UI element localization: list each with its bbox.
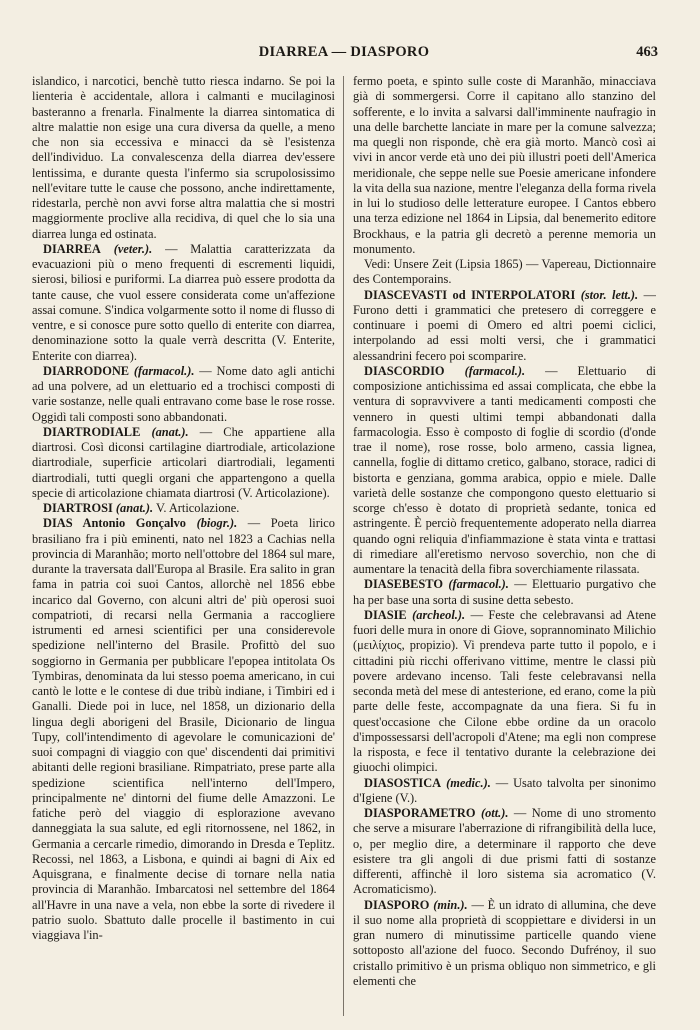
column-divider [343,76,344,1016]
entry-text: Vedi: Unsere Zeit (Lipsia 1865) — Vapereau, Dictionnaire des Contemporains. [353,257,656,287]
entry-headword: DIARREA [43,241,101,256]
entry-category: (farmacol.). [133,363,195,378]
entry-category: (biogr.). [196,516,238,531]
right-column [353,74,656,1020]
entry-category: (veter.). [113,241,153,256]
dictionary-entry [32,516,335,943]
entry-text: — È un idrato di allumina, che deve il suo nome alla proprietà di scoppiettare e dividersi in un gran numero di minutissime particelle quando viene sottoposto all'azione del fuoco. Secondo Dufrénoy, il suo cristallo primitivo è un prisma obliquo non simmetrico, e gli elementi che [353,897,656,988]
entry-headword: DIASOSTICA [364,775,442,790]
entry-text: — Nome dato agli antichi ad una polvere, ad un elettuario ed a trochisci composti di varie sostanze, nelle quali entravano come base le rose rosse. Oggidì tali composti sono abbandonati. [32,363,335,424]
dictionary-entry [353,608,656,776]
left-column [32,74,335,1020]
entry-text: — Poeta lirico brasiliano fra i più eminenti, nato nel 1823 a Cachias nella provincia di Maranhão; morto nell'ottobre del 1864 sul mare, durante la traversata dall'Europa al Brasile. Era salito in gran fama in patria coi suoi Cantos, allorchè nel 1856 ebbe incarico dal Governo, con alcuni altri de' più operosi suoi compatrioti, di recarsi nella Germania a raccogliere istrumenti ed arnesi scientifici per una considerevole spedizione nell'interno del Brasile. Profittò del suo soggiorno in Germania per pubblicare l'epopea intitolata Os Tymbiras, denominata da lui stesso poema americano, in cui cantò le lotte e le contese di due tribù indiane, i Timbiri ed i Ganalli. Diede poi in luce, nel 1858, un dizionario della lingua degli aborigeni del Brasile, Dicionario de lingua Tupy, coll'intendimento di agevolare le comunicazioni de' suoi compagni di viaggio con que' discendenti dai primitivi abitanti delle regioni brasiliane. Rimpatriato, prese parte alla spedizione scientifica nell'interno dell'Impero, principalmente ne' dintorni del fiume delle Amazzoni. Le fatiche però del viaggio di esplorazione avevano danneggiata la sua salute, ed egli ritornossene, nel 1862, in Germania a cercarle rimedio, dimorando in Dresda e Teplitz. Recossi, nel 1863, a Lisbona, e quindi ai bagni di Aix ed Aquisgrana, e finalmente decise di tornare nella natia provincia di Maranhão. Imbarcatosi nel settembre del 1864 all'Havre in una nave a vela, non ebbe la sorte di rivedere il patrio suolo. Sbattuto dalle procelle il bastimento in cui viaggiava l'in- [32,516,335,942]
dictionary-entry [32,425,335,501]
entry-category: (anat.). [151,424,189,439]
entry-text: — Feste che celebravansi ad Atene fuori delle mura in onore di Giove, soprannominato Milichio (μειλίχιος, propizio). Vi prendeva parte tutto il popolo, e i cittadini più ricchi offerivano vittime, mentre le classi più povere ardevano incenso. Tali feste celebravansi nella seconda metà del mese di antesterione, ed erano, come la più parte delle feste, accompagnate da una fiera. Si fu in quest'occasione che Cilone ebbe ordine da un oracolo d'impossessarsi dell'acropoli d'Atene; ma egli non comprese la risposta, e fece il tentativo durante la celebrazione dei giuochi olimpici. [353,607,656,775]
entry-headword: DIASCEVASTI od INTERPOLATORI [364,287,576,302]
entry-headword: DIASPORAMETRO [364,806,476,820]
text-columns [32,74,656,1020]
entry-text: — Che appartiene alla diartrosi. Così diconsi cartilagine diartrodiale, articolazione diartrodiale, superficie articolari diartrodiali, legamenti diartrodiali, tutti quegli organi che appartengono a quella specie di articolazione chiamata diartrosi (V. Articolazione). [32,424,335,500]
entry-text: — Nome di uno stromento che serve a misurare l'aberrazione di rifrangibilità della luce, o, per meglio dire, a determinare il rapporto che deve esistere tra gli angoli di due prismi fatti di sostanze differenti, affinchè il loro sistema sia acromatico (V. Acromaticismo). [353,806,656,897]
dictionary-entry [353,776,656,807]
entry-category: (archeol.). [412,607,466,622]
entry-category: (ott.). [480,806,509,820]
entry-category: (min.). [433,897,468,912]
entry-headword: DIASIE [364,607,407,622]
entry-category: (farmacol.). [464,363,526,378]
entry-text: fermo poeta, e spinto sulle coste di Maranhão, minacciava già di sommergersi. Corre il capitano allo stanzino del sofferente, e lo invita a salvarsi dall'imminente naufragio in una delle barchette lanciate in mare per la comune salvezza; ma quegli non risponde, chè era già morto. Mancò così ai vivi in ancor verde età uno dei più illustri poeti dell'America meridionale, che seppe nelle sue Poesie americane infondere la vita della sua nazione, mentre l'eleganza della forma rivela in lui lo studioso delle letterature europee. I Cantos ebbero una terza edizione nel 1864 in Lipsia, dal benemerito editore Brockhaus, e la patria gli decretò a perenne memoria un monumento. [353,74,656,256]
dictionary-entry [353,257,656,288]
entry-category: (medic.). [446,775,491,790]
page-title: DIARREA — DIASPORO [258,44,430,60]
running-header [30,44,658,64]
entry-headword: DIASCORDIO [364,363,445,378]
dictionary-entry [353,74,656,257]
entry-text: V. Articolazione. [153,501,240,515]
dictionary-entry [353,364,656,578]
entry-text: — Malattia caratterizzata da evacuazioni più o meno frequenti di escrementi liquidi, sierosi, biliosi e puriformi. La diarrea può essere prodotta da tante cause, che vuol essere considerata come un'affezione assai comune. S'indica volgarmente sotto il nome di flusso di ventre, e si conosce pure sotto quello di enterite con diarrea, denominazione sotto la quale verrà descritta (V. Enterite, Enterite con diarrea). [32,241,335,363]
entry-headword: DIASEBESTO [364,577,443,592]
entry-headword: DIARTRODIALE [43,424,141,439]
entry-category: (anat.). [115,501,154,515]
entry-headword: DIARRODONE [43,363,130,378]
page-number: 463 [636,44,658,60]
dictionary-entry [353,577,656,608]
entry-text: — Elettuario di composizione antichissima ed assai complicata, che ebbe la ventura di sopravvivere a tanti medicamenti composti che vennero in questi ultimi tempi abbandonati dalla farmacologia. Esso è composto di foglie di scordio (d'onde trae il nome), rose rosse, bolo armeno, cassia lignea, cannella, foglie di dittamo cretico, galbano, storace, radici di bistorta e genziana, gomma arabica, oppio e miele. Dalle varietà delle sostanze che compongono questo elettuario si scorge ch'esso è dotato di proprietà sedante, tonica ed astringente. È perciò frequentemente adoperato nella diarrea quando ogni reliquia d'infiammazione è stata vinta e trattasi di rimediare all'eretismo nervoso soverchio, non che di aumentare la tenacità della fibra soverchiamente rilassata. [353,363,656,576]
entry-category: (farmacol.). [448,577,509,592]
entry-text: — Usato talvolta per sinonimo d'Igiene (V.). [353,775,656,805]
entry-headword: DIARTROSI [43,501,113,515]
entry-text: islandico, i narcotici, benchè tutto riesca indarno. Se poi la lienteria è accidentale, allora i calmanti e mucilaginosi basteranno a frenarla. Finalmente la diarrea sintomatica di altre malattie non esige una cura diversa da quelle, a meno che non sia eccessiva e minacci da sè l'esistenza dell'individuo. La convalescenza della diarrea dev'essere lentissima, e durante questa l'infermo sia scrupolosissimo nell'evitare tutte le cause che possono, anche indirettamente, ridestarla, perchè non avvi forse altra malattia che si mostri maggiormente proclive alla recidiva, di quel che lo sia una diarrea lunga ed ostinata. [32,74,335,241]
entry-headword: DIASPORO [364,897,430,912]
dictionary-entry [32,364,335,425]
entry-text: — Furono detti i grammatici che pretesero di correggere e continuare i poemi di Omero ed altri poemi ciclici, interpolando ad essi molti versi, che i grammatici alessandrini fecero poi scomparire. [353,287,656,363]
entry-category: (stor. lett.). [580,287,639,302]
entry-headword: DIAS Antonio Gonçalvo [43,516,187,531]
dictionary-entry [32,242,335,364]
dictionary-entry [353,806,656,898]
dictionary-entry [32,501,335,516]
dictionary-entry [32,74,335,242]
dictionary-entry [353,288,656,364]
dictionary-entry [353,898,656,990]
entry-text: — Elettuario purgativo che ha per base una sorta di susine detta sebesto. [353,577,656,607]
